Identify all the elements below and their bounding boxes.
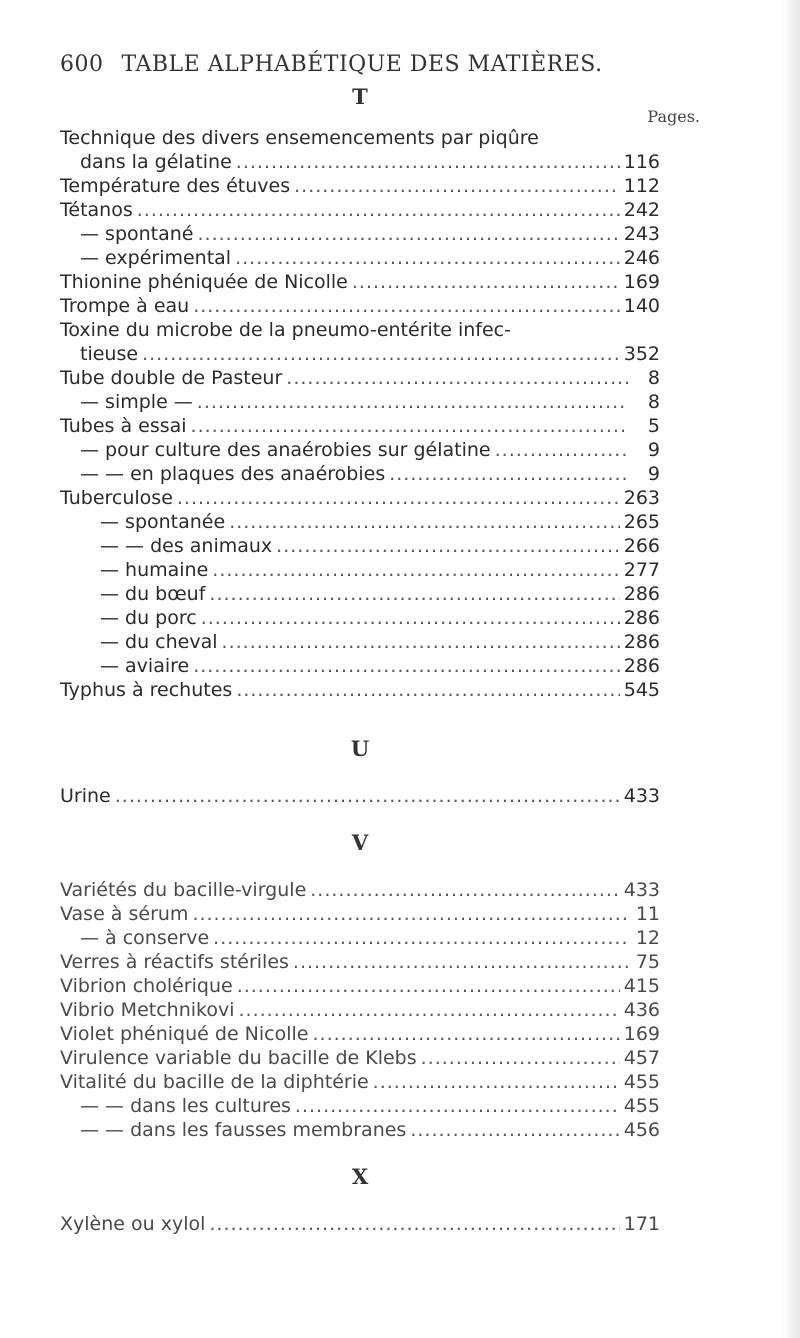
page-ref: 286	[623, 631, 660, 653]
page-ref: 436	[623, 999, 660, 1021]
index-subentry: — — dans les cultures ..... 455	[80, 1094, 660, 1118]
page-ref: 140	[623, 295, 660, 317]
dot-leader	[237, 974, 620, 998]
index-entry: Urine ..... 433	[60, 784, 660, 808]
dot-leader	[293, 950, 628, 974]
dot-leader	[276, 534, 620, 558]
index-subentry: — humaine ..... 277	[100, 558, 660, 582]
page-ref: 286	[623, 655, 660, 677]
page-ref: 433	[623, 879, 660, 901]
dot-leader	[495, 438, 628, 462]
page-ref: 286	[623, 583, 660, 605]
dot-leader	[310, 878, 619, 902]
dot-leader	[191, 414, 628, 438]
index-entry: Tubes à essai ..... 5	[60, 414, 660, 438]
dot-leader	[197, 390, 628, 414]
index-subentry: — — dans les fausses membranes ..... 456	[80, 1118, 660, 1142]
page-ref: 169	[623, 271, 660, 293]
page-ref: 11	[635, 903, 660, 925]
dot-leader	[193, 294, 620, 318]
dot-leader	[209, 582, 619, 606]
page-ref: 9	[647, 463, 660, 485]
page-ref: 112	[623, 175, 660, 197]
index-entry: Tétanos ..... 242	[60, 198, 660, 222]
index-subentry: — à conserve ..... 12	[80, 926, 660, 950]
section-letter-v: V	[351, 830, 369, 855]
page-ref: 12	[635, 927, 660, 949]
section-letter-u: U	[350, 736, 370, 761]
running-header	[60, 52, 700, 77]
dot-leader	[236, 678, 619, 702]
index-entry-technique: Technique des divers ensemencements par piqûre	[60, 127, 539, 149]
section-letter-x: X	[351, 1164, 369, 1189]
page-ref: 457	[623, 1047, 660, 1069]
page-ref: 169	[623, 1023, 660, 1045]
index-entry: Tube double de Pasteur ..... 8	[60, 366, 660, 390]
index-entry: tieuse ..... 352	[80, 342, 660, 366]
page-edge-shadow	[782, 0, 800, 1338]
page-ref: 456	[623, 1119, 660, 1141]
index-entry: Violet phéniqué de Nicolle ..... 169	[60, 1022, 660, 1046]
page-ref: 8	[647, 367, 660, 389]
index-subentry: — du porc ..... 286	[100, 606, 660, 630]
index-entry: Vitalité du bacille de la diphtérie ..... 455	[60, 1070, 660, 1094]
index-entry: Typhus à rechutes ..... 545	[60, 678, 660, 702]
dot-leader	[235, 246, 620, 270]
page-ref: 246	[623, 247, 660, 269]
dot-leader	[239, 998, 620, 1022]
index-entry: Xylène ou xylol ..... 171	[60, 1212, 660, 1236]
index-subentry: — — des animaux ..... 266	[100, 534, 660, 558]
page-ref: 9	[647, 439, 660, 461]
index-subentry: — — en plaques des anaérobies ..... 9	[80, 462, 660, 486]
dot-leader	[236, 150, 620, 174]
page-ref: 75	[635, 951, 660, 973]
pages-column-label: Pages.	[647, 107, 700, 126]
index-entry: dans la gélatine ..... 116	[80, 150, 660, 174]
page-ref: 455	[623, 1095, 660, 1117]
dot-leader	[213, 926, 628, 950]
dot-leader	[115, 784, 620, 808]
index-entry: Verres à réactifs stériles ..... 75	[60, 950, 660, 974]
index-subentry: — simple — ..... 8	[80, 390, 660, 414]
page-ref: 116	[623, 151, 660, 173]
index-entry: Trompe à eau ..... 140	[60, 294, 660, 318]
page-ref: 5	[647, 415, 660, 437]
page-number: 600	[60, 52, 104, 77]
page-ref: 266	[623, 535, 660, 557]
dot-leader	[410, 1118, 619, 1142]
index-subentry: — aviaire ..... 286	[100, 654, 660, 678]
index-subentry: — expérimental ..... 246	[80, 246, 660, 270]
section-letter-t: T	[352, 84, 368, 109]
dot-leader	[286, 366, 628, 390]
page-ref: 415	[623, 975, 660, 997]
page-ref: 286	[623, 607, 660, 629]
dot-leader	[295, 1094, 620, 1118]
index-entry: Virulence variable du bacille de Klebs ..... 457	[60, 1046, 660, 1070]
dot-leader	[193, 654, 620, 678]
dot-leader	[198, 222, 620, 246]
index-entry: Vibrion cholérique ..... 415	[60, 974, 660, 998]
page-ref: 243	[623, 223, 660, 245]
index-entry: Vase à sérum ..... 11	[60, 902, 660, 926]
page-ref: 8	[647, 391, 660, 413]
dot-leader	[389, 462, 628, 486]
index-subentry: — pour culture des anaérobies sur gélatine ..... 9	[80, 438, 660, 462]
index-entry: Thionine phéniquée de Nicolle ..... 169	[60, 270, 660, 294]
dot-leader	[229, 510, 620, 534]
dot-leader	[212, 558, 619, 582]
index-subentry: — du bœuf ..... 286	[100, 582, 660, 606]
index-subentry: — du cheval ..... 286	[100, 630, 660, 654]
index-entry-toxine: Toxine du microbe de la pneumo-entérite infec-	[60, 319, 511, 341]
dot-leader	[312, 1022, 619, 1046]
dot-leader	[201, 606, 620, 630]
page-ref: 171	[623, 1213, 660, 1235]
dot-leader	[373, 1070, 620, 1094]
dot-leader	[294, 174, 620, 198]
dot-leader	[192, 902, 628, 926]
header-title: TABLE ALPHABÉTIQUE DES MATIÈRES.	[121, 52, 603, 77]
page-ref: 263	[623, 487, 660, 509]
dot-leader	[137, 198, 620, 222]
page-ref: 545	[623, 679, 660, 701]
index-entry: Température des étuves ..... 112	[60, 174, 660, 198]
dot-leader	[421, 1046, 620, 1070]
dot-leader	[142, 342, 620, 366]
page-ref: 242	[623, 199, 660, 221]
dot-leader	[209, 1212, 619, 1236]
index-subentry: — spontané ..... 243	[80, 222, 660, 246]
page-ref: 455	[623, 1071, 660, 1093]
index-entry: Variétés du bacille-virgule ..... 433	[60, 878, 660, 902]
dot-leader	[222, 630, 620, 654]
index-entry: Tuberculose ..... 263	[60, 486, 660, 510]
index-entry: Vibrio Metchnikovi ..... 436	[60, 998, 660, 1022]
page-ref: 265	[623, 511, 660, 533]
page-ref: 352	[623, 343, 660, 365]
index-subentry: — spontanée ..... 265	[100, 510, 660, 534]
dot-leader	[352, 270, 620, 294]
page-ref: 277	[623, 559, 660, 581]
page-ref: 433	[623, 785, 660, 807]
dot-leader	[177, 486, 620, 510]
